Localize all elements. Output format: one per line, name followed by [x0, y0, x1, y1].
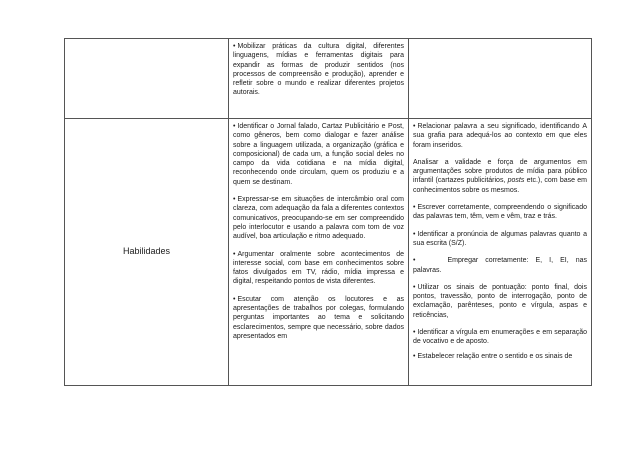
- list-item: • Empregar corretamente: E, I, EI, nas palavras.: [413, 257, 587, 274]
- row1-col3-cell: [409, 39, 592, 119]
- list-item: • Expressar-se em situações de intercâmbio oral com clareza, com adequação da fala a diferentes contextos comunicativos, preocupando-se em ser compreendido pelo interlocutor e usando a palavra com tom de voz audível, boa articulação e ritmo adequado.: [233, 196, 404, 241]
- bullet-icon: •: [413, 329, 416, 337]
- bullet-icon: •: [413, 123, 416, 130]
- bullet-icon: •: [233, 250, 236, 258]
- bullet-icon: •: [413, 230, 416, 238]
- list-item: • Relacionar palavra a seu significado, identificando A sua grafia para adequá-los ao contexto em que eles foram inseridos.: [413, 123, 587, 149]
- bullet-icon: •: [413, 257, 416, 265]
- row1-label-cell: [65, 39, 229, 119]
- row2-col2-cell: [229, 119, 409, 386]
- curriculum-table: [64, 38, 592, 386]
- list-item: • Utilizar os sinais de pontuação: ponto final, dois pontos, travessão, ponto de interrogação, ponto de exclamação, parênteses, ponto e vírgula, aspas e reticências,: [413, 283, 587, 319]
- list-item: • Mobilizar práticas da cultura digital, diferentes linguagens, mídias e ferramentas digitais para expandir as formas de produzir sentidos (nos processos de compreensão e produção), aprender e refletir sobre o mundo e realizar diferentes projetos autorais.: [233, 43, 404, 97]
- bullet-icon: •: [233, 295, 236, 303]
- list-item: • Identificar a vírgula em enumerações e em separação de vocativo e de aposto.: [413, 329, 587, 346]
- row1-col2-cell: [229, 39, 409, 119]
- list-item: • Identificar a pronúncia de algumas palavras quanto a sua escrita (S/Z).: [413, 230, 587, 247]
- bullet-icon: •: [413, 352, 416, 360]
- bullet-icon: •: [233, 196, 236, 204]
- list-item: • Escutar com atenção os locutores e as apresentações de trabalhos por colegas, formulando perguntas importantes ao tema e solicitando esclarecimentos, sempre que necessário, sobre dados apresentados em: [233, 295, 404, 340]
- bullet-icon: •: [413, 283, 416, 291]
- list-item: • Argumentar oralmente sobre acontecimentos de interesse social, com base em conhecimentos sobre fatos divulgados em TV, rádio, mídia impressa e digital, respeitando pontos de vista diferentes.: [233, 250, 404, 286]
- list-item: Analisar a validade e força de argumentos em argumentações sobre produtos de mídia para público infantil (cartazes publicitários, posts etc.), com base em conhecimentos sobre os mesmos.: [413, 158, 587, 194]
- list-item: • Identificar o Jornal falado, Cartaz Publicitário e Post, como gêneros, bem como dialogar e fazer análise sobre a linguagem utilizada, a organização (gráfica e composicional) de cada um, a função social deles no campo da vida cotidiana e na mídia digital, reconhecendo onde circulam, quem os produziu e a quem se destinam.: [233, 123, 404, 186]
- bullet-icon: •: [413, 204, 416, 212]
- row2-col3-cell: [409, 119, 592, 386]
- bullet-icon: •: [233, 43, 236, 50]
- list-item: • Estabelecer relação entre o sentido e os sinais de: [413, 352, 573, 360]
- habilidades-label: Habilidades: [65, 119, 229, 386]
- list-item: • Escrever corretamente, compreendendo o significado das palavras tem, têm, vem e vêm, traz e trás.: [413, 204, 587, 221]
- bullet-icon: •: [233, 123, 236, 130]
- table-row-competencias: [65, 39, 592, 119]
- table-row-habilidades: [65, 119, 592, 386]
